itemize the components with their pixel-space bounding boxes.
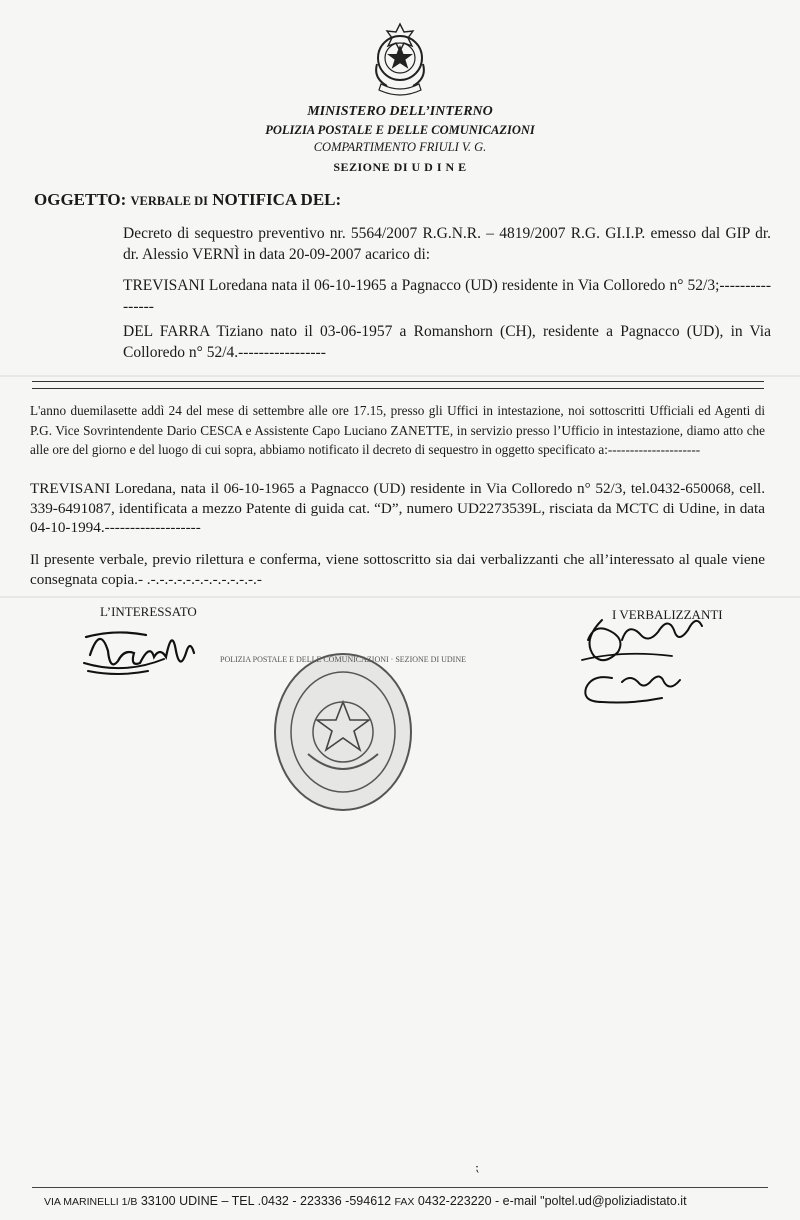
notification-paragraph: L'anno duemilasette addì 24 del mese di settembre alle ore 17.15, presso gli Uffici in intestazione, noi sottoscritti Ufficiali ed Agenti di P.G. Vice Sovrintendente Dario CESCA e Assistente Capo Luciano ZANETTE, in servizio presso l’Ufficio in intestazione, diamo atto che alle ore del giorno e del luogo di cui sopra, abbiamo notificato il decreto di sequestro in oggetto specificato a:--------------------- bbox=[30, 403, 765, 457]
compartment-name: COMPARTIMENTO FRIULI V. G. bbox=[313, 140, 487, 154]
decree-paragraph: Decreto di sequestro preventivo nr. 5564/2007 R.G.N.R. – 4819/2007 R.G. GI.I.P. emesso dal GIP dr. dr. Alessio VERNÌ in data 20-09-2007 acarico di: bbox=[123, 225, 771, 263]
footer-fax-email: 0432-223220 - e-mail "poltel.ud@poliziadistato.it bbox=[417, 1194, 687, 1208]
official-seal-stamp bbox=[220, 644, 466, 814]
subject-label: OGGETTO: bbox=[34, 190, 127, 209]
footer-rule bbox=[32, 1187, 768, 1188]
ministry-title: MINISTERO DELL’INTERNO bbox=[307, 104, 493, 119]
footer-contacts bbox=[44, 1194, 774, 1208]
separator-line bbox=[32, 381, 764, 389]
paper-fold bbox=[0, 596, 800, 598]
republic-emblem-icon bbox=[365, 18, 435, 102]
subject-title: NOTIFICA DEL: bbox=[212, 190, 342, 209]
paper-fold bbox=[0, 375, 800, 377]
footer-phone: – TEL .0432 - 223336 -594612 bbox=[221, 1194, 392, 1208]
footer-city: 33100 UDINE bbox=[140, 1194, 218, 1208]
footer-fax-label: FAX bbox=[394, 1196, 415, 1208]
subject-prefix: VERBALE DI bbox=[130, 194, 208, 208]
interested-party-label: L’INTERESSATO bbox=[100, 604, 197, 619]
closing-paragraph: Il presente verbale, previo rilettura e conferma, viene sottoscritto sia dai verbalizzanti che all’interessato al quale viene consegnata copia.- .-.-.-.-.-.-.-.-.-.-.-.-.- bbox=[30, 551, 765, 588]
police-department: POLIZIA POSTALE E DELLE COMUNICAZIONI bbox=[265, 123, 535, 137]
person-paragraph: TREVISANI Loredana nata il 06-10-1965 a Pagnacco (UD) residente in Via Colloredo n° 52/3;---------------- bbox=[123, 277, 771, 315]
seal-text: POLIZIA POSTALE E DELLE COMUNICAZIONI · SEZIONE DI UDINE bbox=[220, 655, 466, 664]
subject-line bbox=[34, 190, 341, 210]
stray-mark: ⁏ bbox=[475, 1160, 480, 1174]
interested-party-signature bbox=[80, 615, 240, 687]
officers-signatures bbox=[562, 600, 742, 710]
section-name: SEZIONE DI U D I N E bbox=[333, 160, 467, 174]
footer-street: VIA MARINELLI 1/B bbox=[44, 1196, 138, 1208]
person-paragraph: DEL FARRA Tiziano nato il 03-06-1957 a Romanshorn (CH), residente a Pagnacco (UD), in Via Colloredo n° 52/4.----------------- bbox=[123, 323, 771, 361]
identification-paragraph: TREVISANI Loredana, nata il 06-10-1965 a Pagnacco (UD) residente in Via Colloredo n° 52/3, tel.0432-650068, cell. 339-6491087, identificata a mezzo Patente di guida cat. “D”, numero UD2273539L, risciata da MCTC di Udine, in data 04-10-1994.------------------- bbox=[30, 480, 765, 536]
officers-label: I VERBALIZZANTI bbox=[612, 607, 723, 622]
